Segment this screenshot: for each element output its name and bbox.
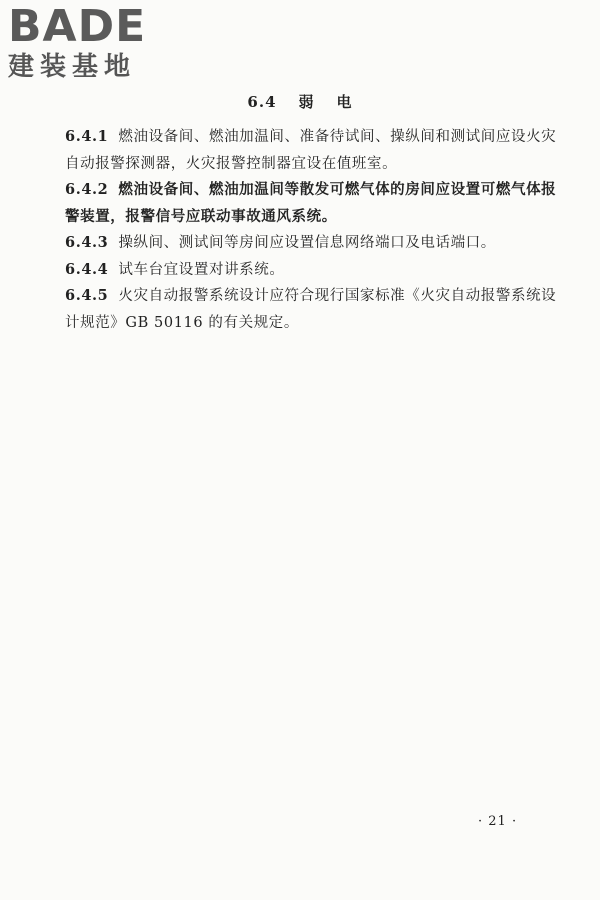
clause-text: 火灾自动报警系统设计应符合现行国家标准《火灾自动报警系统设计规范》GB 50116 的有关规定。 xyxy=(65,288,557,331)
section-number: 6.4 xyxy=(247,93,277,111)
clause-text: 燃油设备间、燃油加温间等散发可燃气体的房间应设置可燃气体报警装置，报警信号应联动事故通风系统。 xyxy=(65,181,557,225)
section-heading xyxy=(0,91,600,112)
clause-6-4-5 xyxy=(65,283,560,336)
clause-6-4-4 xyxy=(65,257,560,284)
bade-watermark-logo xyxy=(8,1,178,86)
clause-number: 6.4.5 xyxy=(65,287,109,304)
clause-number: 6.4.1 xyxy=(65,128,109,145)
section-title-char-1: 弱 xyxy=(298,93,315,111)
clause-6-4-3 xyxy=(65,230,560,257)
clause-list xyxy=(65,124,560,336)
clause-text: 燃油设备间、燃油加温间、准备待试间、操纵间和测试间应设火灾自动报警探测器，火灾报警控制器宜设在值班室。 xyxy=(65,129,557,172)
clause-number: 6.4.3 xyxy=(65,234,109,251)
clause-number: 6.4.4 xyxy=(65,260,109,278)
clause-6-4-1 xyxy=(65,124,560,177)
clause-6-4-2 xyxy=(65,177,560,230)
watermark-latin: BADE xyxy=(8,1,147,52)
section-title-char-2: 电 xyxy=(336,93,353,111)
page-number: · 21 · xyxy=(478,814,518,829)
clause-text: 操纵间、测试间等房间应设置信息网络端口及电话端口。 xyxy=(118,235,496,251)
clause-text: 试车台宜设置对讲系统。 xyxy=(118,261,285,278)
watermark-cjk: 建装基地 xyxy=(8,52,137,82)
clause-number: 6.4.2 xyxy=(65,181,109,198)
